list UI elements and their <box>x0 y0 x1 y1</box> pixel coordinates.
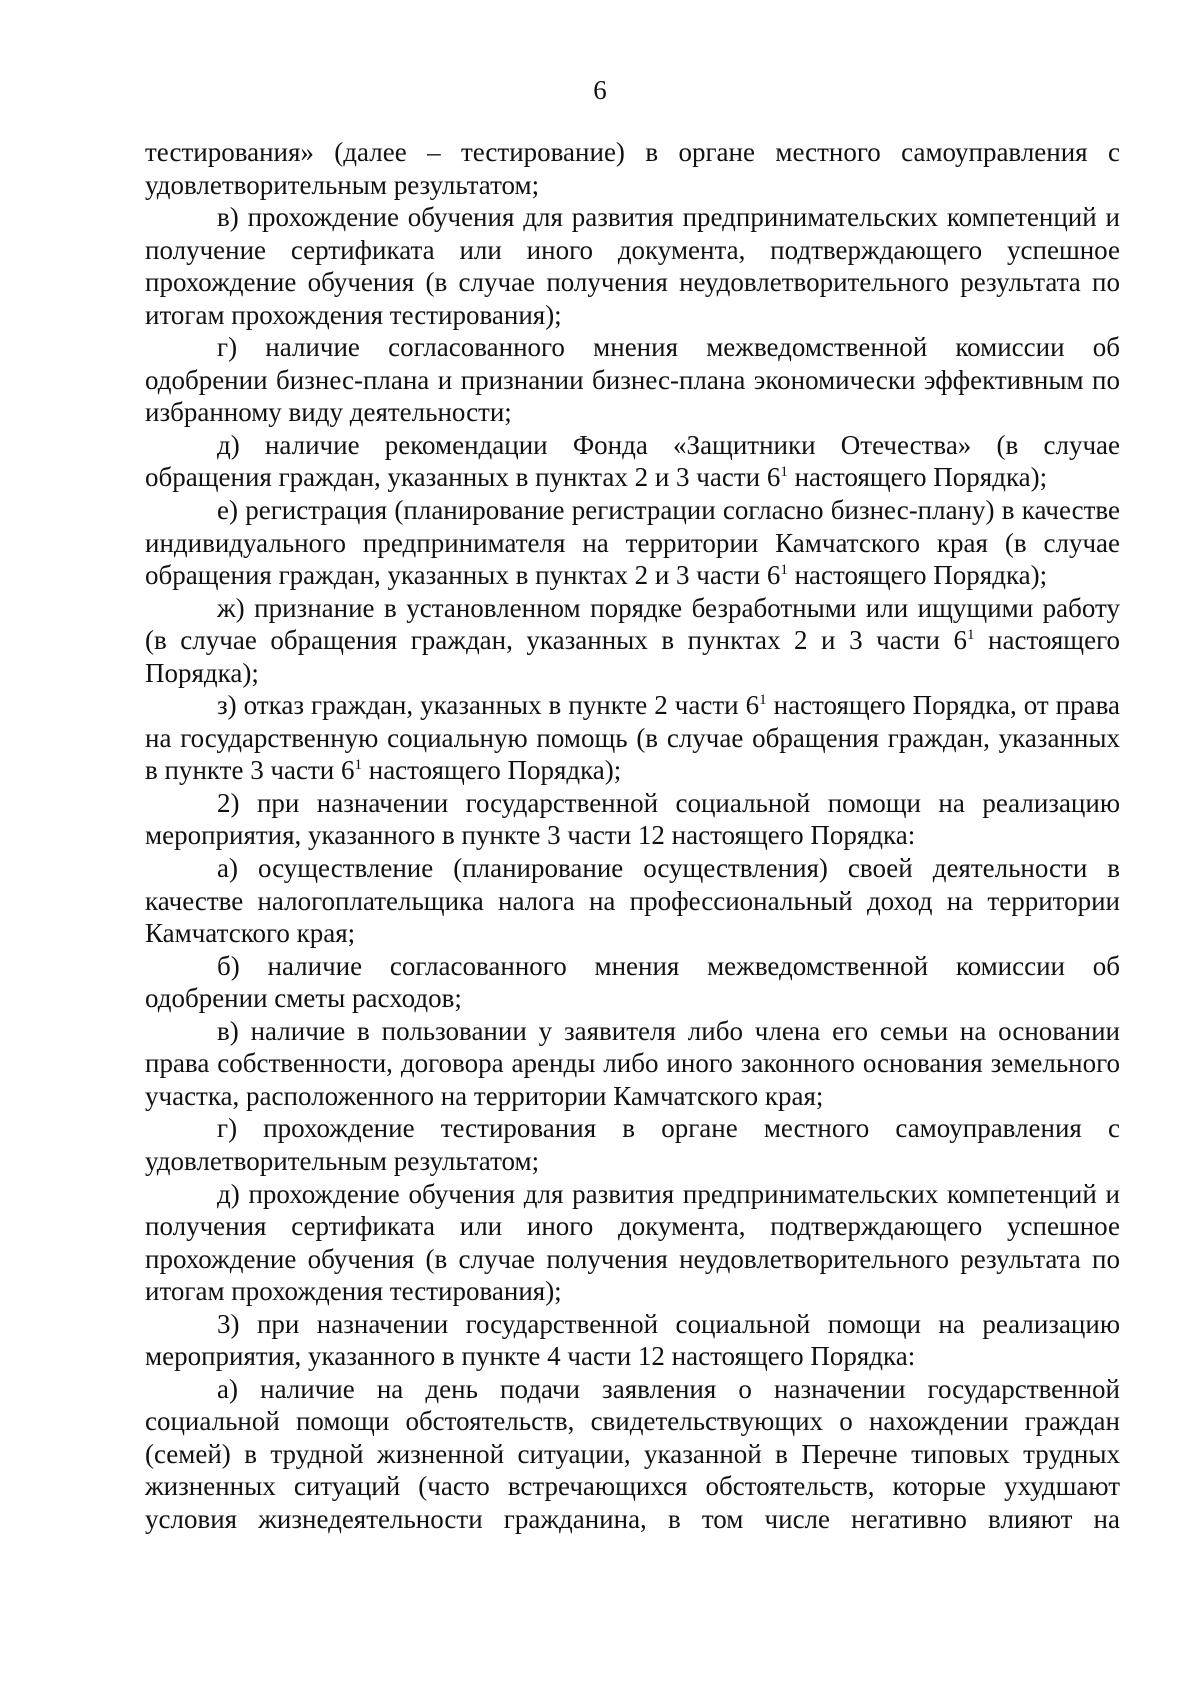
paragraph-p2 <box>145 201 1120 331</box>
page-number: 6 <box>593 75 607 105</box>
text-run: настоящего Порядка); <box>145 625 1120 688</box>
paragraph-p1 <box>145 136 1120 201</box>
text-run: настоящего Порядка, от права на государственную социальную помощь (в случае обращения граждан, указанных в пункте 3 части 6 <box>145 690 1120 786</box>
text-run: в) прохождение обучения для развития предпринимательских компетенций и получение сертификата или иного документа, подтверждающего успешное прохождение обучения (в случае получения неудовлетворительного результата по итогам прохождения тестирования); <box>145 202 1120 330</box>
text-run: б) наличие согласованного мнения межведомственной комиссии об одобрении сметы расходов; <box>145 950 1120 1014</box>
text-run: в) наличие в пользовании у заявителя либо члена его семьи на основании права собственности, договора аренды либо иного законного основания земельного участка, расположенного на территории Камчатского края; <box>145 1015 1120 1111</box>
paragraph-p15 <box>145 1373 1120 1536</box>
paragraph-p5 <box>145 494 1120 592</box>
paragraph-p7 <box>145 689 1120 787</box>
paragraph-p11 <box>145 1015 1120 1113</box>
superscript: 1 <box>780 562 788 579</box>
paragraph-p8 <box>145 787 1120 852</box>
text-run: д) наличие рекомендации Фонда «Защитники Отечества» (в случае обращения граждан, указанных в пунктах 2 и 3 части 6 <box>145 429 1120 493</box>
text-run: г) наличие согласованного мнения межведомственной комиссии об одобрении бизнес-плана и признании бизнес-плана экономически эффективным по избранному виду деятельности; <box>145 332 1120 428</box>
text-run: а) осуществление (планирование осуществления) своей деятельности в качестве налогоплательщика налога на профессиональный доход на территории Камчатского края; <box>145 853 1120 949</box>
paragraph-p3 <box>145 331 1120 429</box>
text-run: настоящего Порядка); <box>787 560 1048 591</box>
text-run: настоящего Порядка); <box>787 462 1048 493</box>
superscript: 1 <box>354 757 362 774</box>
paragraph-p10 <box>145 950 1120 1015</box>
text-run: 2) при назначении государственной социальной помощи на реализацию мероприятия, указанного в пункте 3 части 12 настоящего Порядка: <box>145 787 1120 851</box>
text-run: д) прохождение обучения для развития предпринимательских компетенций и получения сертификата или иного документа, подтверждающего успешное прохождение обучения (в случае получения неудовлетворительного результата по итогам прохождения тестирования); <box>145 1178 1120 1307</box>
superscript: 1 <box>966 627 975 644</box>
paragraph-p4 <box>145 429 1120 494</box>
paragraph-p6 <box>145 592 1120 690</box>
text-run: ж) признание в установленном порядке безработными или ищущими работу (в случае обращения граждан, указанных в пунктах 2 и 3 части 6 <box>145 592 1120 656</box>
text-run: е) регистрация (планирование регистрации согласно бизнес-плану) в качестве индивидуального предпринимателя на территории Камчатского края (в случае обращения граждан, указанных в пунктах 2 и 3 части 6 <box>145 495 1120 591</box>
text-run: тестирования» (далее – тестирование) в органе местного самоуправления с удовлетворительным результатом; <box>145 137 1120 200</box>
superscript: 1 <box>759 692 767 709</box>
text-run: з) отказ граждан, указанных в пункте 2 части 6 <box>217 690 760 721</box>
text-run: 3) при назначении государственной социальной помощи на реализацию мероприятия, указанного в пункте 4 части 12 настоящего Порядка: <box>145 1308 1120 1372</box>
text-run: а) наличие на день подачи заявления о назначении государственной социальной помощи обстоятельств, свидетельствующих о нахождении граждан (семей) в трудной жизненной ситуации, указанной в Перечне типовых трудных жизненных ситуаций (часто встречающихся обстоятельств, которые ухудшают условия жизнедеятельности гражданина, в том числе негативно влияют на <box>145 1373 1120 1534</box>
paragraph-p14 <box>145 1308 1120 1373</box>
paragraph-p13 <box>145 1178 1120 1308</box>
text-run: г) прохождение тестирования в органе местного самоуправления с удовлетворительным результатом; <box>145 1113 1120 1176</box>
paragraph-p12 <box>145 1112 1120 1177</box>
superscript: 1 <box>780 464 788 481</box>
paragraph-p9 <box>145 852 1120 950</box>
text-run: настоящего Порядка); <box>362 755 622 786</box>
document-body <box>145 136 1120 1536</box>
